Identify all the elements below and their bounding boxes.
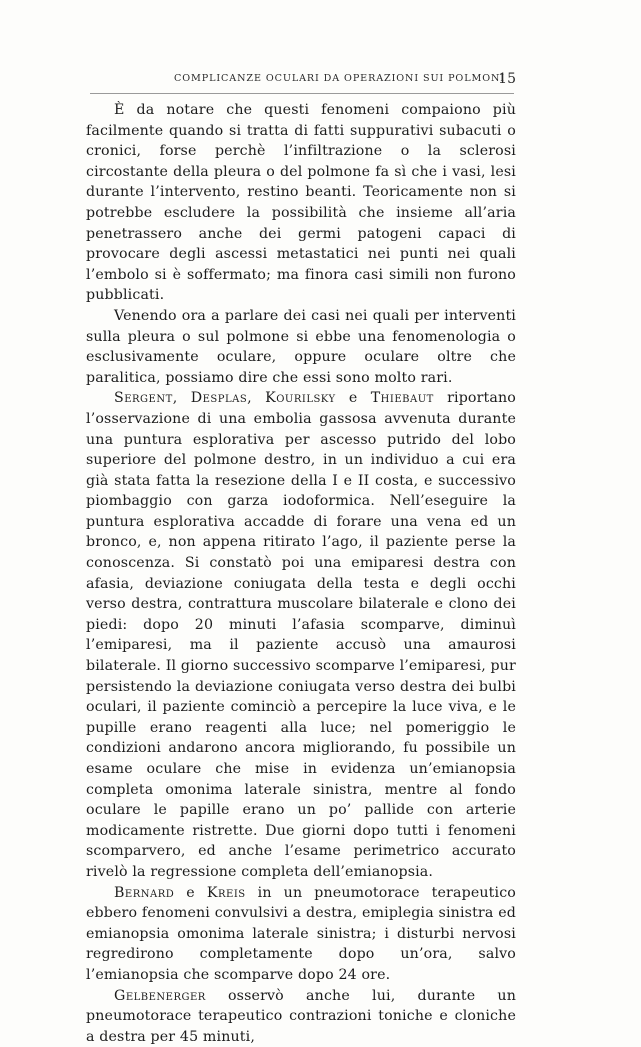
- paragraph-3-text: riportano l’osservazione di una embolia gassosa avvenuta durante una puntura esplorativa per ascesso putrido del lobo superiore del polmone destro, in un individuo a cui era già stata fatta la resezione della I e II costa, e successivo piombaggio con garza iodoformica. Nell’eseguire la puntura esplorativa accadde di forare una vena ed un bronco, e, non appena ritirato l’ago, il paziente perse la conoscenza. Si constatò poi una emiparesi destra con afasia, deviazione coniugata della testa e degli occhi verso destra, contrattura muscolare bilaterale e clono dei piedi: dopo 20 minuti l’afasia scomparve, diminuì l’emiparesi, ma il paziente accusò una amaurosi bilaterale. Il giorno successivo scomparve l’emiparesi, pur persistendo la deviazione coniugata verso destra dei bulbi oculari, il paziente cominciò a percepire la luce viva, e le pupille erano reagenti alla luce; nel pomeriggio le condizioni andarono ancora migliorando, fu possibile un esame oculare che mise in evidenza un’emianopsia completa omonima laterale sinistra, mentre al fondo oculare le papille erano un po’ pallide con arterie modicamente ristrette. Due giorni dopo tutti i fenomeni scomparvero, ed anche l’esame perimetrico accurato rivelò la regressione completa dell’emianopsia.: [86, 390, 516, 880]
- author-separator: ,: [247, 390, 266, 407]
- paragraph-1: [86, 100, 516, 306]
- page-number: 15: [498, 71, 516, 87]
- paragraph-4-text: in un pneumotorace terapeutico ebbero fenomeni convulsivi a destra, emiplegia sinistra ed emianopsia omonima laterale sinistra; i disturbi nervosi regredirono completamente dopo un’ora, salvo l’emianopsia che scomparve dopo 24 ore.: [86, 884, 516, 983]
- paragraph-2: [86, 306, 516, 388]
- header-rule: [90, 93, 514, 94]
- paragraph-3: [86, 388, 516, 882]
- author-separator: e: [174, 884, 207, 901]
- body-text: [86, 100, 516, 1047]
- paragraph-1-text: È da notare che questi fenomeni compaiono più facilmente quando si tratta di fatti suppurativi subacuti o cronici, forse perchè l’infiltrazione o la sclerosi circostante della pleura o del polmone fa sì che i vasi, lesi durante l’intervento, restino beanti. Teoricamente non si potrebbe escludere la possibilità che insieme all’aria penetrassero anche dei germi patogeni capaci di provocare degli ascessi metastatici nei punti nei quali l’embolo si è soffermato; ma finora casi simili non furono pubblicati.: [86, 102, 516, 304]
- running-header: [86, 73, 516, 91]
- paragraph-4: [86, 883, 516, 986]
- paragraph-2-text: Venendo ora a parlare dei casi nei quali per interventi sulla pleura o sul polmone si ebbe una fenomenologia o esclusivamente oculare, oppure oculare oltre che paralitica, possiamo dire che essi sono molto rari.: [86, 307, 516, 386]
- author-name: Sergent: [114, 390, 173, 407]
- author-name: Bernard: [114, 884, 175, 901]
- author-name: Desplas: [190, 390, 248, 407]
- author-name: Gelbenerger: [114, 987, 206, 1004]
- author-separator: e: [335, 390, 371, 407]
- running-title: COMPLICANZE OCULARI DA OPERAZIONI SUI POLMONI: [174, 73, 505, 84]
- author-separator: ,: [172, 390, 191, 407]
- author-name: Kourilsky: [265, 390, 336, 407]
- paragraph-5-text: osservò anche lui, durante un pneumotorace terapeutico contrazioni toniche e cloniche a destra per 45 minuti,: [86, 987, 516, 1045]
- paragraph-5: [86, 986, 516, 1047]
- author-name: Kreis: [206, 884, 246, 901]
- author-name: Thiebaut: [370, 390, 434, 407]
